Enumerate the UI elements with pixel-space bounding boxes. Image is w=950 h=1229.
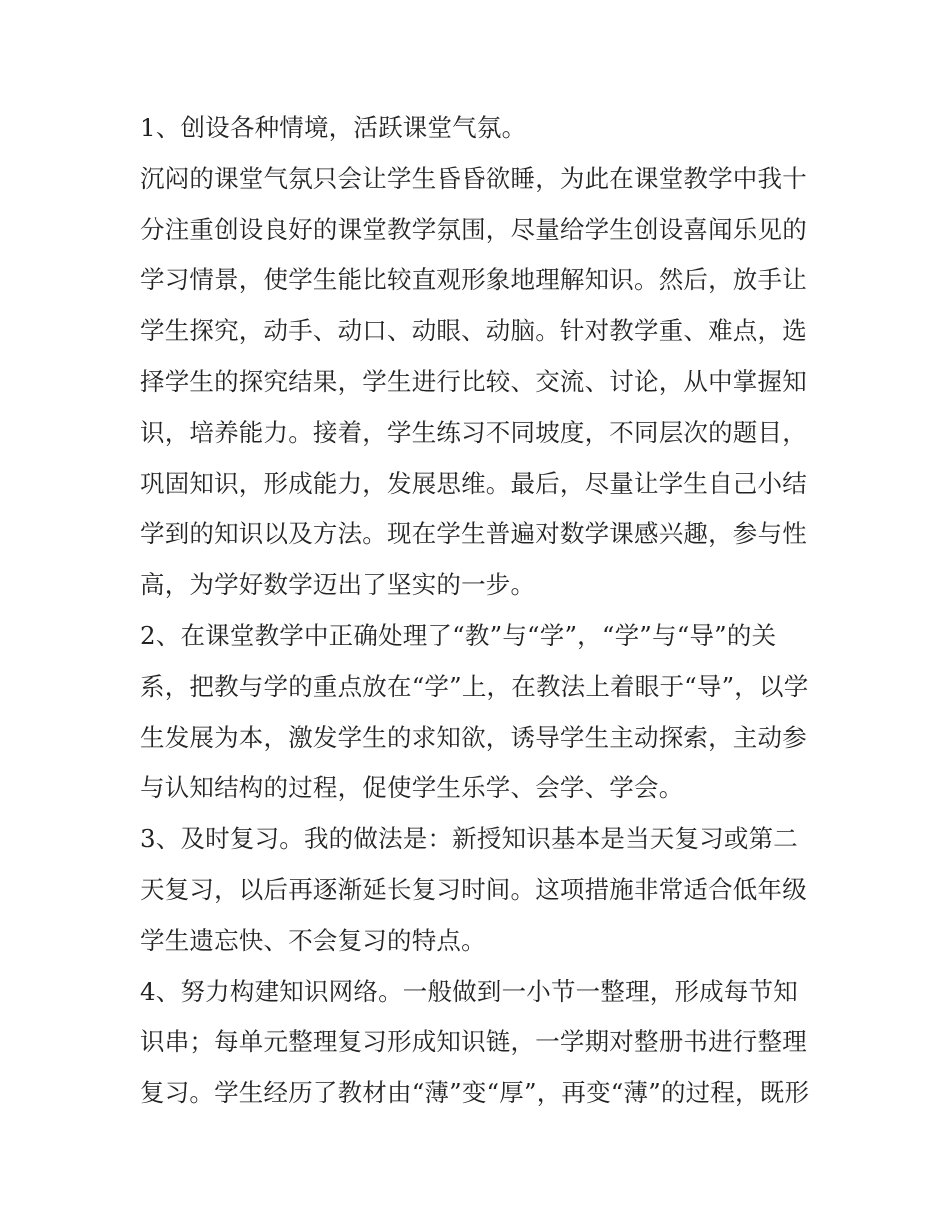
paragraph-line: 识串；每单元整理复习形成知识链，一学期对整册书进行整理 (140, 1027, 807, 1057)
paragraph-line: 分注重创设良好的课堂教学氛围，尽量给学生创设喜闻乐见的 (140, 214, 807, 244)
paragraph-line: 沉闷的课堂气氛只会让学生昏昏欲睡，为此在课堂教学中我十 (140, 163, 807, 193)
item-4-line: 4、努力构建知识网络。一般做到一小节一整理，形成每节知 (140, 976, 798, 1006)
paragraph-line: 高，为学好数学迈出了坚实的一步。 (140, 570, 536, 600)
paragraph-line: 生发展为本，激发学生的求知欲，诱导学生主动探索，主动参 (140, 722, 807, 752)
paragraph-line: 复习。学生经历了教材由“薄”变“厚”，再变“薄”的过程，既形 (140, 1078, 810, 1108)
heading-1: 1、创设各种情境，活跃课堂气氛。 (140, 113, 527, 142)
paragraph-line: 巩固知识，形成能力，发展思维。最后，尽量让学生自己小结 (140, 468, 807, 498)
item-3-line: 3、及时复习。我的做法是：新授知识基本是当天复习或第二 (140, 824, 798, 854)
paragraph-line: 择学生的探究结果，学生进行比较、交流、讨论，从中掌握知 (140, 366, 807, 396)
paragraph-line: 学生探究，动手、动口、动眼、动脑。针对教学重、难点，选 (140, 316, 807, 346)
document-body (140, 103, 830, 1119)
paragraph-line: 学生遗忘快、不会复习的特点。 (140, 925, 486, 955)
paragraph-line: 系，把教与学的重点放在“学”上，在教法上着眼于“导”，以学 (140, 671, 809, 701)
item-2-line: 2、在课堂教学中正确处理了“教”与“学”，“学”与“导”的关 (140, 620, 777, 650)
paragraph-line: 与认知结构的过程，促使学生乐学、会学、学会。 (140, 773, 684, 803)
paragraph-line: 学到的知识以及方法。现在学生普遍对数学课感兴趣，参与性 (140, 519, 807, 549)
paragraph-line: 学习情景，使学生能比较直观形象地理解知识。然后，放手让 (140, 265, 807, 295)
paragraph-line: 天复习，以后再逐渐延长复习时间。这项措施非常适合低年级 (140, 874, 807, 904)
paragraph-line: 识，培养能力。接着，学生练习不同坡度，不同层次的题目， (140, 417, 807, 447)
